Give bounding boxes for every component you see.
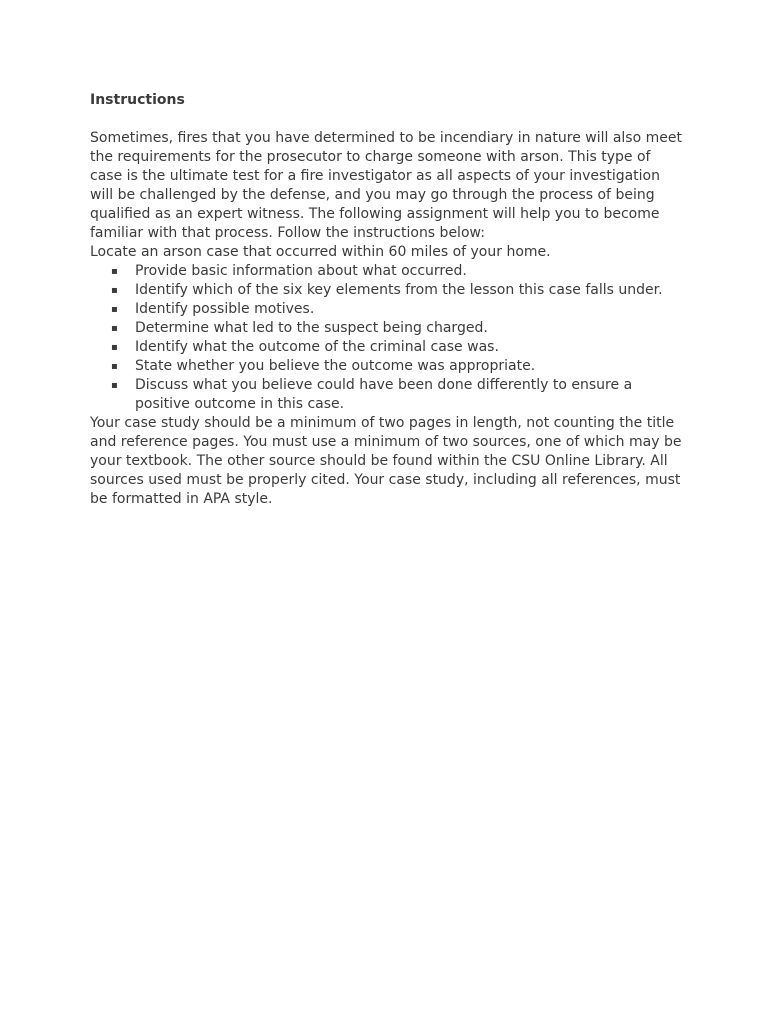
list-item-text: Identify which of the six key elements from the lesson this case falls under. <box>135 282 663 298</box>
list-item-text: Provide basic information about what occurred. <box>135 263 467 279</box>
list-item <box>90 262 686 281</box>
square-bullet-icon: ▪ <box>111 304 118 315</box>
list-item-text: Identify possible motives. <box>135 301 315 317</box>
square-bullet-icon: ▪ <box>111 323 118 334</box>
list-item <box>90 300 686 319</box>
list-item-text: State whether you believe the outcome was appropriate. <box>135 358 536 374</box>
list-item <box>90 357 686 376</box>
list-item <box>90 376 686 414</box>
list-item <box>90 281 686 300</box>
document-body <box>90 90 686 509</box>
square-bullet-icon: ▪ <box>111 285 118 296</box>
list-item-text: Determine what led to the suspect being charged. <box>135 320 488 336</box>
square-bullet-icon: ▪ <box>111 266 118 277</box>
square-bullet-icon: ▪ <box>111 361 118 372</box>
square-bullet-icon: ▪ <box>111 380 118 391</box>
list-item <box>90 338 686 357</box>
square-bullet-icon: ▪ <box>111 342 118 353</box>
task-list <box>90 262 686 414</box>
list-item <box>90 319 686 338</box>
list-item-text: Identify what the outcome of the criminal case was. <box>135 339 499 355</box>
instructions-heading: Instructions <box>90 92 185 108</box>
locate-instruction: Locate an arson case that occurred within 60 miles of your home. <box>90 244 551 260</box>
closing-paragraph: Your case study should be a minimum of two pages in length, not counting the title and reference pages. You must use a minimum of two sources, one of which may be your textbook. The other source should be found within the CSU Online Library. All sources used must be properly cited. Your case study, including all references, must be formatted in APA style. <box>90 415 682 507</box>
list-item-text: Discuss what you believe could have been done differently to ensure a positive outcome in this case. <box>135 377 633 412</box>
intro-paragraph: Sometimes, fires that you have determined to be incendiary in nature will also meet the requirements for the prosecutor to charge someone with arson. This type of case is the ultimate test for a fire investigator as all aspects of your investigation will be challenged by the defense, and you may go through the process of being qualified as an expert witness. The following assignment will help you to become familiar with that process. Follow the instructions below: <box>90 130 682 241</box>
